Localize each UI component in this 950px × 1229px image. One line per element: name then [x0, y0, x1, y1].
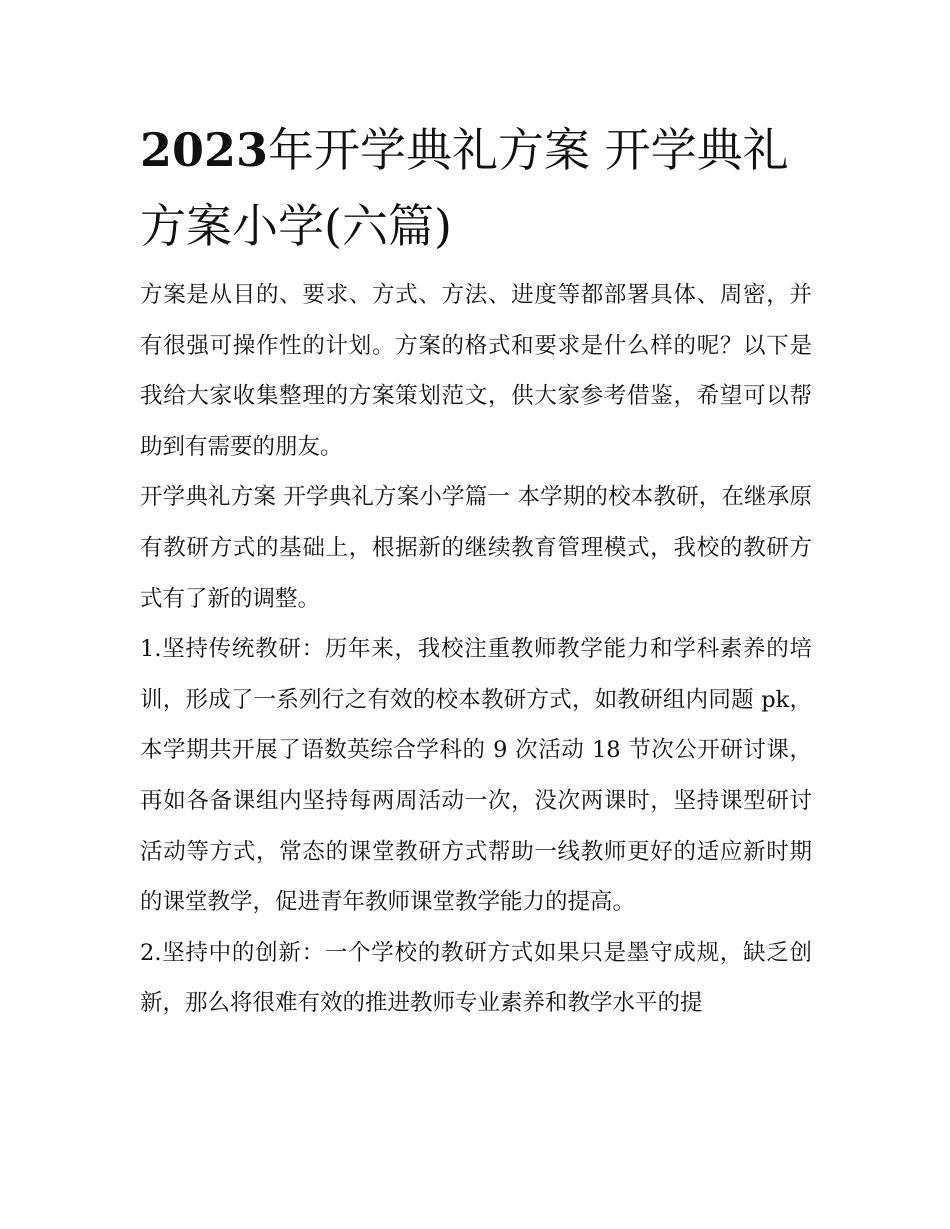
paragraph-point-1: 1.坚持传统教研：历年来，我校注重教师教学能力和学科素养的培训，形成了一系列行之有效的校本教研方式，如教研组内同题 pk，本学期共开展了语数英综合学科的 9 次活动 18 节次公开研讨课，再如各备课组内坚持每两周活动一次，没次两课时，坚持课型研讨活动等方式，常态的课堂教研方式帮助一线教师更好的适应新时期的课堂教学，促进青年教师课堂教学能力的提高。	[140, 636, 812, 916]
document-title	[140, 112, 812, 264]
paragraph-section-one: 开学典礼方案 开学典礼方案小学篇一 本学期的校本教研，在继承原有教研方式的基础上，根据新的继续教育管理模式，我校的教研方式有了新的调整。	[140, 484, 812, 612]
document-body	[140, 112, 812, 1029]
paragraph-intro: 方案是从目的、要求、方式、方法、进度等都部署具体、周密，并有很强可操作性的计划。方案的格式和要求是什么样的呢？以下是我给大家收集整理的方案策划范文，供大家参考借鉴，希望可以帮助到有需要的朋友。	[140, 282, 812, 460]
paragraph-point-2: 2.坚持中的创新：一个学校的教研方式如果只是墨守成规，缺乏创新，那么将很难有效的推进教师专业素养和教学水平的提	[140, 939, 812, 1017]
title-year: 2023	[140, 123, 269, 177]
title-text: 年开学典礼方案 开学典礼方案小学(六篇)	[140, 123, 789, 253]
